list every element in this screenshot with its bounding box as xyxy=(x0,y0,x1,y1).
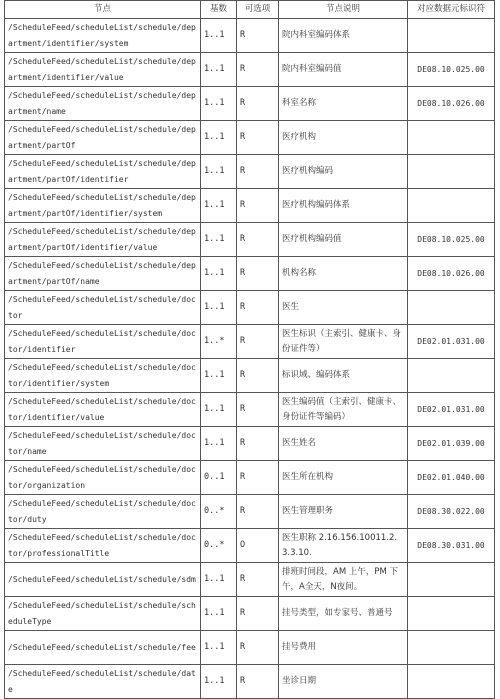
cell-node: /ScheduleFeed/scheduleList/schedule/doctor/duty xyxy=(5,495,201,529)
cell-optional: R xyxy=(237,257,279,291)
cell-cardinality: 1..1 xyxy=(201,189,237,223)
cell-node: /ScheduleFeed/scheduleList/schedule/fee xyxy=(5,631,201,665)
cell-optional: R xyxy=(237,87,279,121)
cell-optional: R xyxy=(237,359,279,393)
table-row xyxy=(5,189,495,223)
cell-standard: DE08.10.026.00 xyxy=(408,87,495,121)
cell-node: /ScheduleFeed/scheduleList/schedule/department/identifier/value xyxy=(5,53,201,87)
cell-description: 坐诊日期 xyxy=(279,665,408,699)
cell-standard: DE08.30.022.00 xyxy=(408,495,495,529)
cell-node: /ScheduleFeed/scheduleList/schedule/date xyxy=(5,665,201,699)
header-description: 节点说明 xyxy=(279,1,408,19)
cell-standard: DE02.01.031.00 xyxy=(408,393,495,427)
table-row xyxy=(5,393,495,427)
cell-optional: R xyxy=(237,53,279,87)
table-row xyxy=(5,461,495,495)
cell-cardinality: 1..* xyxy=(201,325,237,359)
cell-optional: R xyxy=(237,155,279,189)
table-row xyxy=(5,597,495,631)
cell-optional: R xyxy=(237,121,279,155)
cell-node: /ScheduleFeed/scheduleList/schedule/doctor/identifier xyxy=(5,325,201,359)
cell-optional: R xyxy=(237,393,279,427)
cell-description: 医疗机构编码 xyxy=(279,155,408,189)
table-row xyxy=(5,495,495,529)
header-standard: 对应数据元标识符 xyxy=(408,1,495,19)
table-row xyxy=(5,631,495,665)
cell-optional: R xyxy=(237,461,279,495)
table-row xyxy=(5,87,495,121)
table-row xyxy=(5,53,495,87)
cell-description: 医生标识（主索引、健康卡、身份证件等） xyxy=(279,325,408,359)
cell-standard: DE02.01.031.00 xyxy=(408,325,495,359)
cell-optional: R xyxy=(237,427,279,461)
table-row xyxy=(5,257,495,291)
cell-cardinality: 0..* xyxy=(201,529,237,563)
cell-description: 医生姓名 xyxy=(279,427,408,461)
cell-optional: R xyxy=(237,665,279,699)
cell-standard xyxy=(408,563,495,597)
cell-description: 排班时间段，AM 上午，PM 下午，A全天，N夜间。 xyxy=(279,563,408,597)
cell-optional: R xyxy=(237,495,279,529)
table-header-row xyxy=(5,1,495,19)
cell-optional: R xyxy=(237,223,279,257)
table-row xyxy=(5,665,495,699)
cell-description: 标识域、编码体系 xyxy=(279,359,408,393)
cell-standard: DE08.10.025.00 xyxy=(408,223,495,257)
cell-node: /ScheduleFeed/scheduleList/schedule/doctor/name xyxy=(5,427,201,461)
cell-optional: R xyxy=(237,563,279,597)
cell-cardinality: 1..1 xyxy=(201,631,237,665)
header-optional: 可选项 xyxy=(237,1,279,19)
cell-description: 医生编码值（主索引、健康卡、身份证件等编码） xyxy=(279,393,408,427)
cell-cardinality: 1..1 xyxy=(201,155,237,189)
cell-optional: R xyxy=(237,189,279,223)
schedule-spec-table xyxy=(4,0,495,699)
cell-standard: DE02.01.040.00 xyxy=(408,461,495,495)
cell-description: 医疗机构编码值 xyxy=(279,223,408,257)
table-row xyxy=(5,19,495,53)
table-row xyxy=(5,359,495,393)
cell-optional: R xyxy=(237,291,279,325)
cell-description: 院内科室编码体系 xyxy=(279,19,408,53)
cell-node: /ScheduleFeed/scheduleList/schedule/scheduleType xyxy=(5,597,201,631)
cell-description: 科室名称 xyxy=(279,87,408,121)
cell-node: /ScheduleFeed/scheduleList/schedule/department/identifier/system xyxy=(5,19,201,53)
cell-node: /ScheduleFeed/scheduleList/schedule/doctor/identifier/system xyxy=(5,359,201,393)
table-row xyxy=(5,325,495,359)
cell-optional: O xyxy=(237,529,279,563)
table-row xyxy=(5,223,495,257)
table-row xyxy=(5,563,495,597)
cell-cardinality: 0..1 xyxy=(201,461,237,495)
cell-cardinality: 1..1 xyxy=(201,563,237,597)
cell-cardinality: 1..1 xyxy=(201,257,237,291)
cell-standard xyxy=(408,189,495,223)
cell-node: /ScheduleFeed/scheduleList/schedule/department/partOf/identifier/system xyxy=(5,189,201,223)
cell-standard: DE08.10.026.00 xyxy=(408,257,495,291)
cell-standard xyxy=(408,291,495,325)
cell-standard: DE08.30.031.00 xyxy=(408,529,495,563)
table-row xyxy=(5,427,495,461)
cell-node: /ScheduleFeed/scheduleList/schedule/doctor xyxy=(5,291,201,325)
cell-description: 医生 xyxy=(279,291,408,325)
cell-node: /ScheduleFeed/scheduleList/schedule/department/partOf/identifier xyxy=(5,155,201,189)
cell-cardinality: 1..1 xyxy=(201,53,237,87)
cell-optional: R xyxy=(237,19,279,53)
cell-description: 机构名称 xyxy=(279,257,408,291)
cell-standard: DE08.10.025.00 xyxy=(408,53,495,87)
cell-description: 挂号类型，如专家号、普通号 xyxy=(279,597,408,631)
table-row xyxy=(5,155,495,189)
cell-cardinality: 1..1 xyxy=(201,427,237,461)
cell-standard xyxy=(408,19,495,53)
table-row xyxy=(5,291,495,325)
cell-node: /ScheduleFeed/scheduleList/schedule/doctor/identifier/value xyxy=(5,393,201,427)
cell-standard xyxy=(408,359,495,393)
cell-description: 院内科室编码值 xyxy=(279,53,408,87)
cell-cardinality: 1..1 xyxy=(201,121,237,155)
cell-node: /ScheduleFeed/scheduleList/schedule/sdm xyxy=(5,563,201,597)
cell-description: 医疗机构 xyxy=(279,121,408,155)
cell-cardinality: 1..1 xyxy=(201,393,237,427)
cell-node: /ScheduleFeed/scheduleList/schedule/department/partOf/name xyxy=(5,257,201,291)
cell-cardinality: 1..1 xyxy=(201,19,237,53)
cell-node: /ScheduleFeed/scheduleList/schedule/department/partOf/identifier/value xyxy=(5,223,201,257)
cell-standard xyxy=(408,121,495,155)
cell-description: 医疗机构编码体系 xyxy=(279,189,408,223)
cell-node: /ScheduleFeed/scheduleList/schedule/doctor/organization xyxy=(5,461,201,495)
cell-cardinality: 1..1 xyxy=(201,223,237,257)
cell-standard xyxy=(408,597,495,631)
cell-standard xyxy=(408,631,495,665)
header-cardinality: 基数 xyxy=(201,1,237,19)
cell-cardinality: 1..1 xyxy=(201,359,237,393)
cell-cardinality: 1..1 xyxy=(201,597,237,631)
cell-cardinality: 1..1 xyxy=(201,291,237,325)
table-row xyxy=(5,529,495,563)
cell-optional: R xyxy=(237,597,279,631)
cell-standard: DE02.01.039.00 xyxy=(408,427,495,461)
cell-description: 挂号费用 xyxy=(279,631,408,665)
cell-cardinality: 1..1 xyxy=(201,87,237,121)
cell-optional: R xyxy=(237,631,279,665)
cell-cardinality: 1..1 xyxy=(201,665,237,699)
cell-node: /ScheduleFeed/scheduleList/schedule/department/partOf xyxy=(5,121,201,155)
cell-standard xyxy=(408,665,495,699)
cell-node: /ScheduleFeed/scheduleList/schedule/doctor/professionalTitle xyxy=(5,529,201,563)
cell-description: 医生职称 2.16.156.10011.2.3.3.10. xyxy=(279,529,408,563)
cell-description: 医生所在机构 xyxy=(279,461,408,495)
cell-cardinality: 0..* xyxy=(201,495,237,529)
cell-node: /ScheduleFeed/scheduleList/schedule/department/name xyxy=(5,87,201,121)
header-node: 节点 xyxy=(5,1,201,19)
table-row xyxy=(5,121,495,155)
cell-optional: R xyxy=(237,325,279,359)
cell-description: 医生管理职务 xyxy=(279,495,408,529)
cell-standard xyxy=(408,155,495,189)
